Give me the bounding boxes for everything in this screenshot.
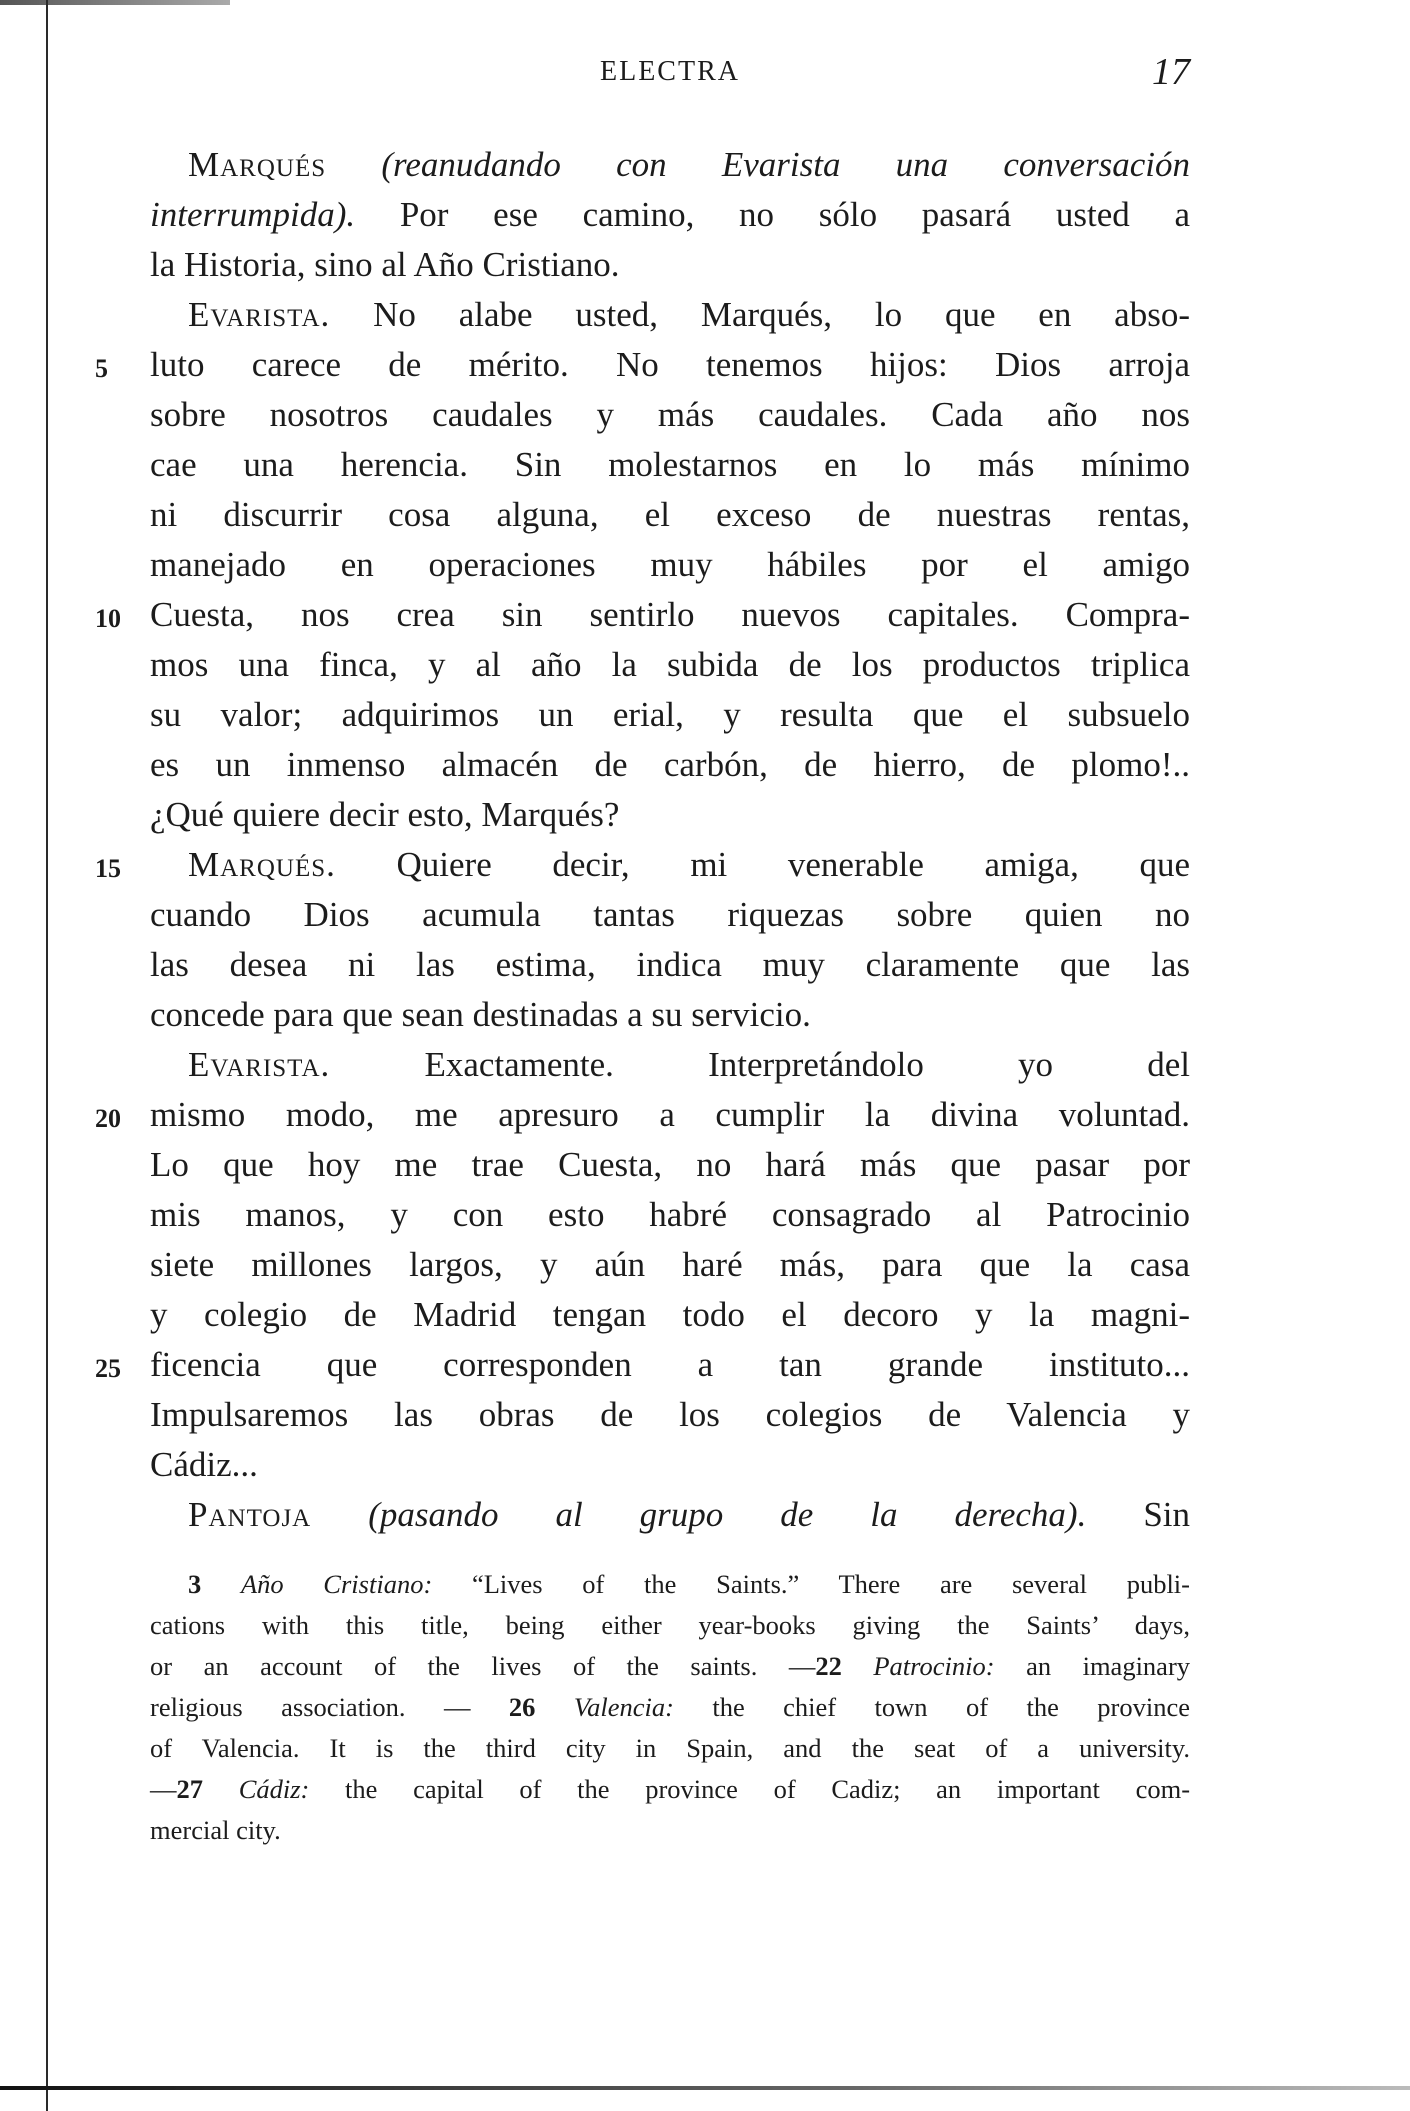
footnotes — [150, 1564, 1190, 1851]
text-line: manejado en operaciones muy hábiles por el amigo — [150, 545, 1190, 584]
text-line: mis manos, y con esto habré consagrado al Patrocinio — [150, 1195, 1190, 1234]
speaker-name: Pantoja — [188, 1495, 312, 1534]
text-line — [150, 140, 1190, 190]
text-line: ni discurrir cosa alguna, el exceso de nuestras rentas, — [150, 495, 1190, 534]
line-number: 10 — [95, 604, 121, 633]
text-line: concede para que sean destinadas a su servicio. — [150, 995, 811, 1034]
text-line: cuando Dios acumula tantas riquezas sobre quien no — [150, 895, 1190, 934]
text-line: y colegio de Madrid tengan todo el decoro y la magni- — [150, 1295, 1190, 1334]
text-line: las desea ni las estima, indica muy claramente que las — [150, 945, 1190, 984]
footnote-line: or an account of the lives of the saints. —22 Patrocinio: an imaginary — [150, 1651, 1191, 1681]
speaker-name: Evarista. — [188, 295, 331, 334]
line-number: 20 — [95, 1104, 121, 1133]
footnote-ref: 26 — [508, 1692, 536, 1722]
text-line: la Historia, sino al Año Cristiano. — [150, 245, 620, 284]
footnote-ref: 22 — [815, 1651, 842, 1681]
text-line: 5 luto carece de mérito. No tenemos hijos: Dios arroja — [150, 340, 1190, 390]
text-line: cae una herencia. Sin molestarnos en lo más mínimo — [150, 445, 1190, 484]
footnote-term: Valencia: — [573, 1692, 674, 1722]
text-line: su valor; adquirimos un erial, y resulta que el subsuelo — [150, 695, 1190, 734]
text-line: ¿Qué quiere decir esto, Marqués? — [150, 795, 620, 834]
text-line: interrumpida). Por ese camino, no sólo pasará usted a — [150, 195, 1190, 234]
footnote-line: —27 Cádiz: the capital of the province of Cadiz; an important com- — [150, 1774, 1191, 1804]
footnote-term: Patrocinio: — [873, 1651, 995, 1681]
stage-direction: (pasando al grupo de la derecha). — [368, 1495, 1087, 1534]
text-line: 15 Marqués. Quiere decir, mi venerable amiga, que — [150, 840, 1190, 890]
page-edge-top — [0, 0, 230, 5]
page-edge-left — [46, 0, 48, 2111]
stage-direction: interrumpida). — [150, 195, 356, 234]
footnote-term: Año Cristiano: — [240, 1569, 433, 1599]
text-line: Evarista. Exactamente. Interpretándolo yo del — [188, 1045, 1190, 1084]
page-edge-bottom — [0, 2086, 1410, 2090]
line-number: 15 — [95, 854, 121, 883]
text-line: sobre nosotros caudales y más caudales. Cada año nos — [150, 395, 1190, 434]
text-line: Lo que hoy me trae Cuesta, no hará más que pasar por — [150, 1145, 1190, 1184]
text-line: 20 mismo modo, me apresuro a cumplir la divina voluntad. — [150, 1090, 1190, 1140]
text-line: siete millones largos, y aún haré más, para que la casa — [150, 1245, 1190, 1284]
text-line: es un inmenso almacén de carbón, de hierro, de plomo!.. — [150, 745, 1190, 784]
footnote-ref: 3 — [188, 1569, 202, 1599]
footnote-line: 3 Año Cristiano: “Lives of the Saints.” There are several publi- — [188, 1569, 1190, 1599]
stage-direction: (reanudando con Evarista una conversación — [381, 145, 1190, 184]
text-line: 25 ficencia que corresponden a tan grande instituto... — [150, 1340, 1190, 1390]
speaker-name: Marqués. — [188, 845, 336, 884]
footnote-ref: 27 — [176, 1774, 203, 1804]
running-title: ELECTRA — [600, 56, 740, 87]
text-line: 10 Cuesta, nos crea sin sentirlo nuevos capitales. Compra- — [150, 590, 1190, 640]
text-line: Cádiz... — [150, 1445, 258, 1484]
footnote-term: Cádiz: — [238, 1774, 310, 1804]
line-number: 25 — [95, 1354, 121, 1383]
text-line: mos una finca, y al año la subida de los productos triplica — [150, 645, 1190, 684]
line-number: 5 — [95, 354, 108, 383]
play-text — [95, 140, 1191, 1540]
page-number: 17 — [1152, 51, 1190, 93]
speaker-name: Marqués — [188, 145, 327, 184]
footnote-line: cations with this title, being either year-books giving the Saints’ days, — [150, 1610, 1190, 1640]
text-line: Pantoja (pasando al grupo de la derecha). Sin — [188, 1495, 1191, 1534]
footnote-line: of Valencia. It is the third city in Spain, and the seat of a university. — [150, 1733, 1190, 1763]
text-line: Evarista. No alabe usted, Marqués, lo que en abso- — [188, 295, 1190, 334]
footnote-line: religious association. — 26 Valencia: the chief town of the province — [150, 1692, 1190, 1722]
page-header — [150, 51, 1190, 106]
footnote-line: mercial city. — [150, 1815, 281, 1845]
speaker-name: Evarista. — [188, 1045, 331, 1084]
text-line: Impulsaremos las obras de los colegios de Valencia y — [150, 1395, 1190, 1434]
